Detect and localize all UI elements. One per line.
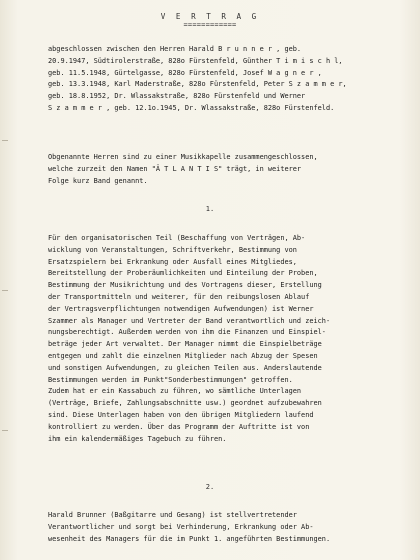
section-1-number: 1.: [205, 205, 215, 213]
text-line: der Vertragsverpflichtungen notwendigen Aufwendungen) ist Werner: [48, 304, 314, 313]
text-line: nungsberechtigt. Außerdem werden von ihm die Finanzen und Einspiel-: [48, 328, 326, 337]
band-name-paragraph: [48, 152, 410, 187]
margin-mark: [2, 140, 8, 141]
contract-parties-paragraph: [48, 44, 410, 115]
document-title: V E R T R A G: [160, 12, 260, 21]
text-line: entgegen und zahlt die einzelnen Mitglieder nach Abzug der Spesen: [48, 351, 318, 360]
text-line: wesenheit des Managers für die im Punkt 1. angeführten Bestimmungen.: [48, 534, 331, 543]
text-line: Folge kurz Band genannt.: [48, 176, 148, 185]
text-line: (Verträge, Briefe, Zahlungsabschnitte usw.) geordnet aufzubewahren: [48, 399, 322, 408]
text-line: kontrolliert zu werden. Über das Programm der Auftritte ist von: [48, 422, 310, 431]
text-line: Für den organisatorischen Teil (Beschaffung von Verträgen, Ab-: [48, 234, 306, 242]
text-line: Zudem hat er ein Kassabuch zu führen, wo sämtliche Unterlagen: [48, 387, 302, 396]
text-line: Bereitstellung der Proberäumlichkeiten und Einteilung der Proben,: [48, 269, 318, 278]
text-line: Ersatzspielern bei Erkrankung oder Ausfall eines Mitgliedes,: [48, 257, 297, 266]
text-line: sind. Diese Unterlagen haben von den übrigen Mitgliedern laufend: [48, 410, 314, 419]
text-line: beträge jeder Art verwaltet. Der Manager nimmt die Einspielbeträge: [48, 340, 322, 349]
section-1-paragraph: [48, 233, 410, 445]
text-line: Bestimmung der Musikrichtung und des Vortragens dieser, Erstellung: [48, 281, 322, 290]
text-line: wicklung von Veranstaltungen, Schriftverkehr, Bestimmung von: [48, 245, 297, 254]
title-underline: ============: [183, 21, 237, 29]
text-line: abgeschlossen zwischen den Herren Harald B r u n n e r , geb.: [48, 45, 302, 53]
text-line: geb. 18.8.1952, Dr. Wlassakstraße, 828o Fürstenfeld und Werner: [48, 92, 306, 101]
text-line: S z a m m e r , geb. 12.1o.1945, Dr. Wlassakstraße, 828o Fürstenfeld.: [48, 103, 335, 112]
margin-mark: [2, 430, 8, 431]
margin-mark: [2, 290, 8, 291]
text-line: Harald Brunner (Baßgitarre und Gesang) ist stellvertretender: [48, 511, 297, 519]
text-line: Verantwortlicher und sorgt bei Verhinderung, Erkrankung oder Ab-: [48, 522, 314, 531]
text-line: Szammer als Manager und Vertreter der Band verantwortlich und zeich-: [48, 316, 331, 325]
text-line: Obgenannte Herren sind zu einer Musikkapelle zusammengeschlossen,: [48, 153, 318, 161]
section-2-paragraph: [48, 510, 410, 545]
text-line: 20.9.1947, Südtirolerstraße, 828o Fürstenfeld, Günther T i m i s c h l,: [48, 56, 343, 65]
text-line: der Transportmitteln und weiterer, für den reibungslosen Ablauf: [48, 292, 310, 301]
text-line: ihm ein kalendermäßiges Tagebuch zu führen.: [48, 434, 227, 443]
text-line: geb. 11.5.1948, Gürtelgasse, 828o Fürstenfeld, Josef W a g n e r ,: [48, 68, 322, 77]
text-line: Bestimmungen werden im Punkt"Sonderbestimmungen" getroffen.: [48, 375, 293, 384]
text-line: geb. 13.3.1948, Karl Maderstraße, 828o Fürstenfeld, Peter S z a m m e r,: [48, 80, 347, 89]
text-line: und sonstigen Aufwendungen, zu gleichen Teilen aus. Anderslautende: [48, 363, 322, 372]
section-2-number: 2.: [205, 483, 215, 491]
text-line: welche zurzeit den Namen "Ä T L A N T I S" trägt, in weiterer: [48, 164, 302, 173]
